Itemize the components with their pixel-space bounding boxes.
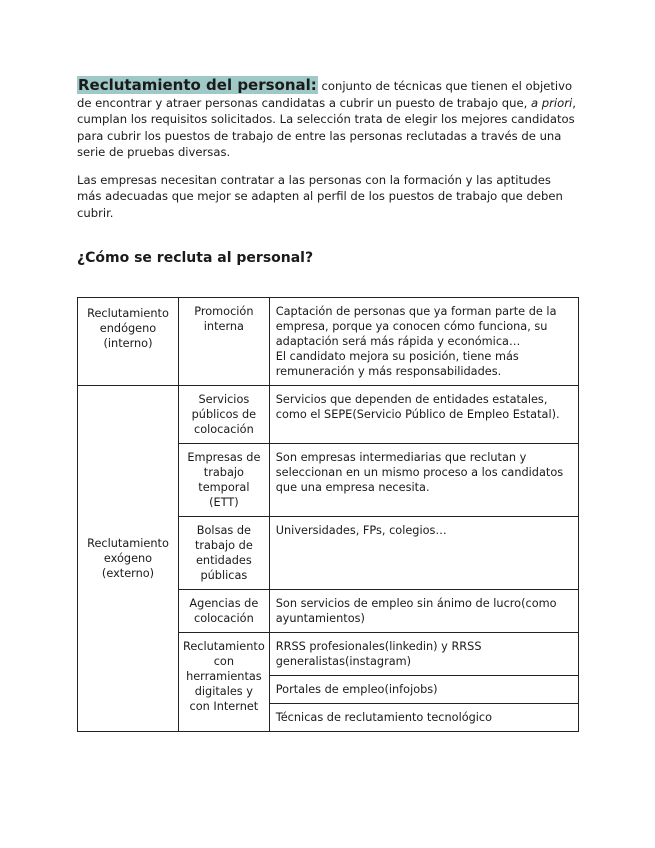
intro-text-a: conjunto de técnicas que tienen el objetivo de encontrar y atraer personas candidatas a cubrir un puesto de trabajo que, (77, 79, 573, 110)
method-cell: Servicios públicos de colocación (179, 386, 270, 444)
description-cell: Servicios que dependen de entidades estatales, como el SEPE(Servicio Público de Empleo Estatal). (269, 386, 578, 444)
table-row (78, 386, 579, 444)
intro-section (77, 77, 577, 232)
description-cell (269, 298, 578, 386)
description-cell: Universidades, FPs, colegios… (269, 517, 578, 590)
highlighted-term: Reclutamiento del personal: (78, 76, 317, 94)
method-cell: Bolsas de trabajo de entidades públicas (179, 517, 270, 590)
endogenous-label: Reclutamiento endógeno (interno) (78, 298, 179, 386)
exogenous-label: Reclutamiento exógeno (externo) (78, 386, 179, 732)
table-row (78, 298, 579, 386)
description-cell: Técnicas de reclutamiento tecnológico (269, 704, 578, 732)
description-text: Captación de personas que ya forman parte de la empresa, porque ya conocen cómo funciona, su adaptación será más rápida y económica… (275, 305, 557, 348)
intro-italic: a priori (530, 95, 573, 110)
method-cell: Promoción interna (179, 298, 270, 386)
description-cell: RRSS profesionales(linkedin) y RRSS generalistas(instagram) (269, 633, 578, 676)
description-cell: Son servicios de empleo sin ánimo de lucro(como ayuntamientos) (269, 590, 578, 633)
description-cell: Portales de empleo(infojobs) (269, 676, 578, 704)
method-cell: Reclutamiento con herramientas digitales y con Internet (179, 633, 270, 732)
method-cell: Agencias de colocación (179, 590, 270, 633)
section-heading: ¿Cómo se recluta al personal? (77, 250, 314, 266)
method-cell: Empresas de trabajo temporal (ETT) (179, 444, 270, 517)
description-text: El candidato mejora su posición, tiene más remuneración y más responsabilidades. (275, 350, 519, 378)
description-cell: Son empresas intermediarias que reclutan y seleccionan en un mismo proceso a los candidatos que una empresa necesita. (269, 444, 578, 517)
intro-text-b: , cumplan los requisitos solicitados. La selección trata de elegir los mejores candidatos para cubrir los puestos de trabajo de entre las personas reclutadas a través de una serie de pruebas diversas. (77, 95, 576, 159)
intro-paragraph-1 (77, 77, 577, 161)
recruitment-table (77, 297, 579, 732)
intro-paragraph-2: Las empresas necesitan contratar a las personas con la formación y las aptitudes más adecuadas que mejor se adapten al perfil de los puestos de trabajo que deben cubrir. (77, 172, 563, 220)
